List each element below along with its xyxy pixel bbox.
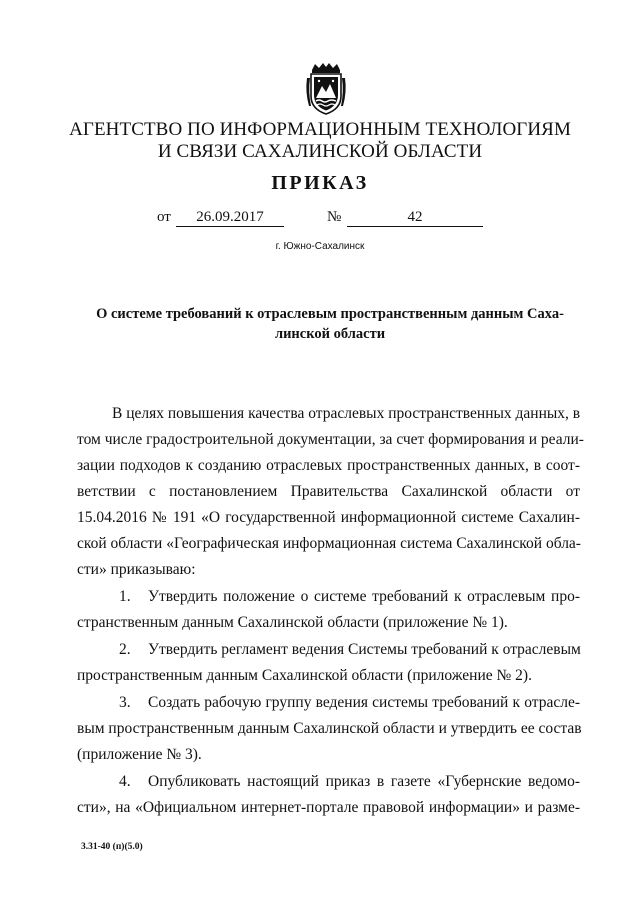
order-date: 26.09.2017 (176, 209, 284, 227)
preamble-line: зации подходов к созданию отраслевых пространственных данных, в соот- (77, 457, 580, 474)
date-label: от (157, 209, 171, 225)
preamble-line: 15.04.2016 № 191 «О государственной информационной системе Сахалин- (77, 509, 580, 526)
preamble-line: том числе градостроительной документации, за счет формирования и реали- (77, 431, 584, 448)
item-number: 2. (119, 641, 131, 658)
preamble-line: В целях повышения качества отраслевых пространственных данных, в (112, 405, 581, 422)
city-name: г. Южно-Сахалинск (275, 241, 365, 252)
preamble-line: сти» приказываю: (77, 561, 196, 578)
item-text: пространственным данным Сахалинской области (приложение № 2). (77, 667, 532, 684)
subject-title-line2: линской области (274, 326, 386, 342)
item-number: 4. (119, 773, 131, 790)
number-label: № (327, 209, 342, 225)
subject-title-line1: О системе требований к отраслевым пространственным данным Саха- (96, 306, 564, 322)
item-text: Утвердить положение о системе требований к отраслевым про- (148, 588, 580, 605)
item-text: вым пространственным данным Сахалинской области и утвердить ее состав (77, 720, 582, 737)
item-number: 1. (119, 588, 131, 605)
form-code: 3.31-40 (п)(5.0) (81, 842, 143, 852)
item-text: странственным данным Сахалинской области (приложение № 1). (77, 614, 508, 631)
item-text: Создать рабочую группу ведения системы требований к отрасле- (148, 694, 580, 711)
document-type-title: ПРИКАЗ (271, 172, 369, 194)
item-text: Опубликовать настоящий приказ в газете «Губернские ведомо- (148, 773, 580, 790)
item-text: сти», на «Официальном интернет-портале правовой информации» и разме- (77, 799, 580, 816)
item-text: Утвердить регламент ведения Системы требований к отраслевым (148, 641, 581, 658)
preamble-line: ской области «Географическая информационная система Сахалинской обла- (77, 535, 581, 552)
agency-name-line2: И СВЯЗИ САХАЛИНСКОЙ ОБЛАСТИ (157, 141, 483, 162)
sakhalin-coat-of-arms-icon (303, 62, 349, 116)
item-text: (приложение № 3). (77, 746, 202, 763)
item-number: 3. (119, 694, 131, 711)
order-number: 42 (347, 209, 483, 227)
preamble-line: ветствии с постановлением Правительства Сахалинской области от (77, 483, 580, 500)
agency-name-line1: АГЕНТСТВО ПО ИНФОРМАЦИОННЫМ ТЕХНОЛОГИЯМ (69, 119, 571, 140)
